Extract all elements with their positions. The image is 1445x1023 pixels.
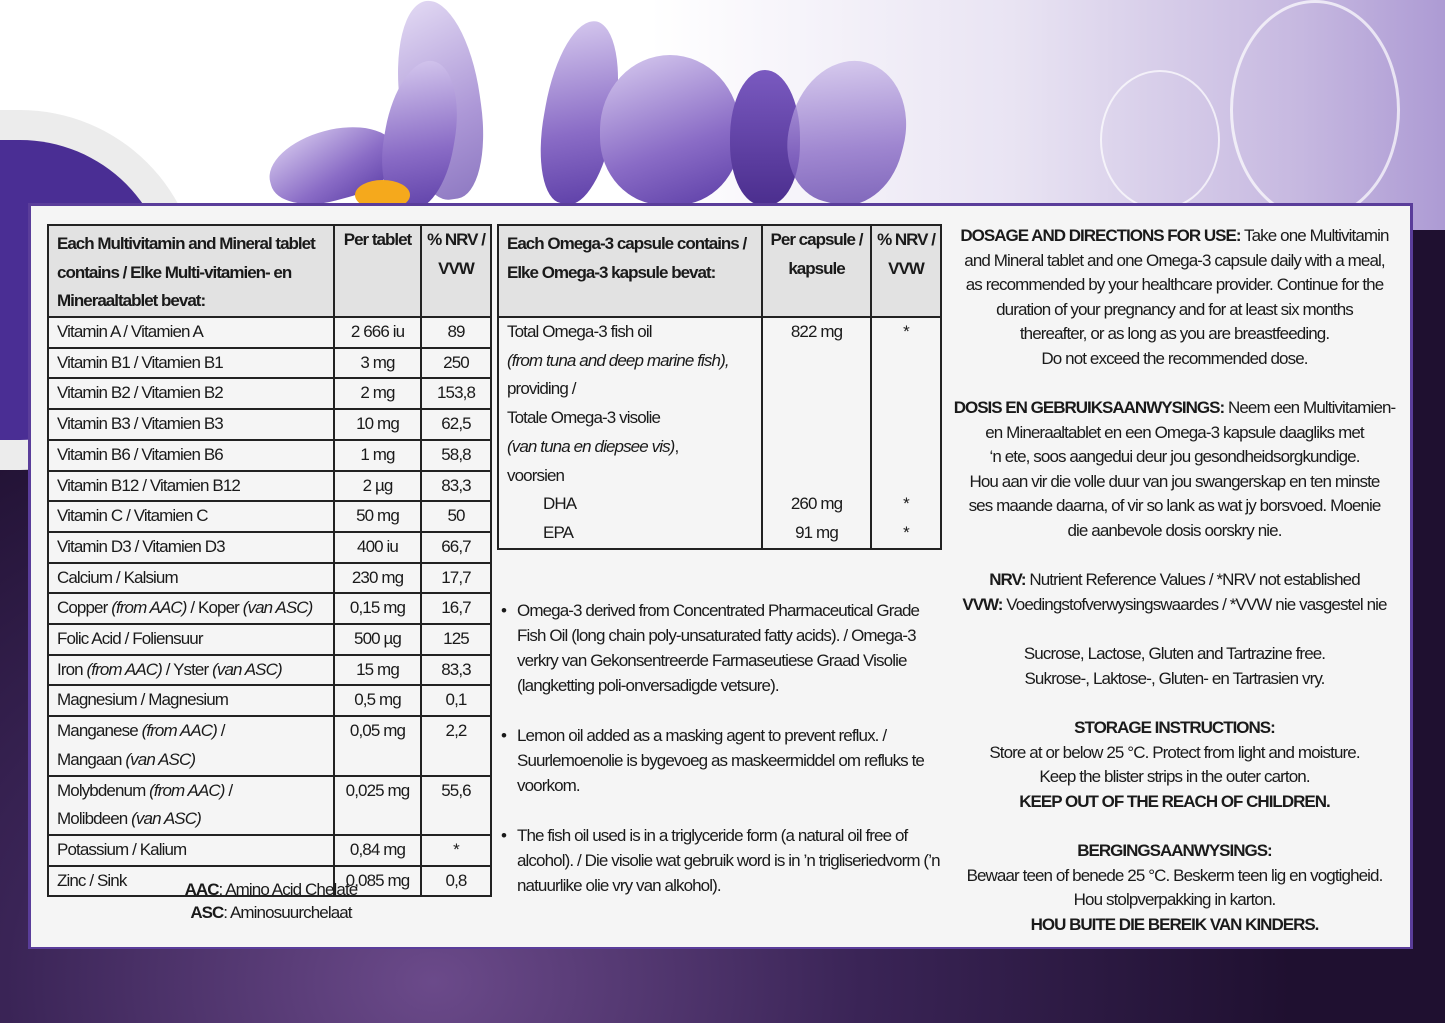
table-row	[48, 378, 491, 409]
nrv-percent: 89	[421, 317, 491, 348]
name-segment: (from AAC)	[141, 721, 217, 741]
name-segment: Vitamin B6 / Vitamien B6	[57, 444, 223, 464]
name-segment: Potassium / Kalium	[57, 839, 187, 859]
nutrient-name	[48, 593, 334, 624]
nrv-percent: 66,7	[421, 532, 491, 563]
storage-warning: KEEP OUT OF THE REACH OF CHILDREN.	[1019, 791, 1330, 811]
name-segment: Calcium / Kalsium	[57, 567, 178, 587]
name-segment: Vitamin B2 / Vitamien B2	[57, 383, 223, 403]
nrv-percent: *	[421, 835, 491, 866]
table-row	[48, 501, 491, 532]
berging-warning: HOU BUITE DIE BEREIK VAN KINDERS.	[1030, 914, 1319, 934]
nrv-text: Nutrient Reference Values / *NRV not established	[1025, 570, 1360, 589]
omega-line	[507, 318, 761, 347]
nutrient-name	[48, 471, 334, 502]
nutrient-name	[48, 685, 334, 716]
table-row	[48, 716, 491, 775]
omega-line	[507, 433, 761, 462]
name-segment: Vitamin A / Vitamien A	[57, 322, 203, 341]
table-header-row	[48, 225, 491, 317]
dosis-heading: DOSIS EN GEBRUIKSAANWYSINGS:	[953, 398, 1225, 417]
amount-per-tablet: 0,84 mg	[334, 835, 421, 866]
name-segment: Magnesium / Magnesium	[57, 690, 229, 710]
nrv-percent: 17,7	[421, 563, 491, 594]
table-row	[48, 440, 491, 471]
name-segment: / Koper	[186, 598, 243, 618]
table-row	[498, 317, 941, 549]
table-row	[48, 563, 491, 594]
dosis-first-line	[947, 396, 1402, 421]
nrv-percent: 16,7	[421, 593, 491, 624]
notes-list	[501, 598, 946, 923]
fatty-acid-name: DHA	[543, 494, 577, 514]
header-per-capsule: Per capsule / kapsule	[762, 225, 871, 317]
nrv-percent: 125	[421, 624, 491, 655]
name-segment: Mangaan	[57, 749, 126, 769]
table-row	[48, 624, 491, 655]
name-segment: /	[216, 721, 225, 741]
bullet-item	[501, 823, 946, 898]
dosage-heading: DOSAGE AND DIRECTIONS FOR USE:	[960, 226, 1241, 245]
nrv-percent: 153,8	[421, 378, 491, 409]
dosis-paragraph	[947, 396, 1402, 543]
line-text: (van tuna en diepsee vis)	[507, 436, 675, 456]
name-segment: Molybdenum	[57, 780, 150, 800]
name-segment: (van ASC)	[212, 659, 282, 679]
amount-per-tablet: 0,085 mg	[334, 866, 421, 897]
nrv-percent: 0,1	[421, 685, 491, 716]
name-segment: Vitamin B3 / Vitamien B3	[57, 414, 223, 434]
directions-column	[947, 224, 1402, 962]
storage-heading: STORAGE INSTRUCTIONS:	[1074, 718, 1275, 737]
nutrient-name	[48, 409, 334, 440]
dosage-line: and Mineral tablet and one Omega-3 capsule daily with a meal,	[964, 250, 1385, 270]
vvw-abbr: VVW:	[962, 594, 1003, 614]
line-suffix: ,	[674, 436, 679, 456]
table-header-row	[498, 225, 941, 317]
table-row	[48, 317, 491, 348]
name-segment: (van ASC)	[131, 809, 201, 829]
omega3-table	[497, 224, 942, 550]
amount-per-tablet: 3 mg	[334, 348, 421, 379]
amount-per-tablet: 500 µg	[334, 624, 421, 655]
nutrient-name	[48, 532, 334, 563]
nrv-percent: 83,3	[421, 655, 491, 686]
amount: 822 mg	[790, 322, 843, 341]
name-segment: (from AAC)	[149, 780, 225, 800]
name-segment: / Yster	[161, 659, 213, 679]
dosis-line: Neem een Multivitamien-	[1224, 398, 1396, 417]
name-segment: (from AAC)	[111, 598, 187, 618]
storage-instructions	[947, 716, 1402, 814]
name-segment: Zinc / Sink	[57, 870, 127, 890]
amount-per-tablet: 0,15 mg	[334, 593, 421, 624]
nrv-percent: 50	[421, 501, 491, 532]
table-row	[48, 593, 491, 624]
dosage-line: duration of your pregnancy and for at least six months	[996, 299, 1353, 319]
omega-main-amount	[762, 317, 871, 549]
abbreviation-footnote	[131, 878, 411, 924]
amount-per-tablet: 1 mg	[334, 440, 421, 471]
bullet-text: Lemon oil added as a masking agent to prevent reflux. / Suurlemoenolie is bygevoeg as maskeermiddel om refluks te voorkom.	[517, 726, 924, 795]
nutrient-name	[48, 835, 334, 866]
name-segment: (van ASC)	[242, 598, 313, 618]
name-segment: Vitamin D3 / Vitamien D3	[57, 536, 225, 556]
berging-heading: BERGINGSAANWYSINGS:	[1077, 841, 1272, 860]
name-segment: Iron	[57, 659, 87, 679]
header-ingredient: Each Omega-3 capsule contains / Elke Omega-3 kapsule bevat:	[498, 225, 762, 317]
name-segment: Vitamin C / Vitamien C	[57, 506, 208, 526]
table-row	[48, 655, 491, 686]
line-text: Totale Omega-3 visolie	[507, 408, 661, 428]
name-segment: Molibdeen	[57, 809, 132, 829]
amount-per-tablet: 10 mg	[334, 409, 421, 440]
bullet-text: The fish oil used is in a triglyceride form (a natural oil free of alcohol). / Die visolie wat gebruik word is in ’n trigliseriedvorm (’n natuurlike olie vry van alkohol).	[517, 826, 940, 895]
aac-abbr: AAC	[184, 880, 219, 899]
amount-per-tablet: 400 iu	[334, 532, 421, 563]
dosage-line: thereafter, or as long as you are breastfeeding.	[1019, 324, 1330, 343]
nutrient-name	[48, 501, 334, 532]
dosis-line: en Mineraaltablet en een Omega-3 kapsule daagliks met	[985, 422, 1364, 442]
nrv-percent: 83,3	[421, 471, 491, 502]
free-af: Sukrose-, Laktose-, Gluten- en Tartrasien vry.	[1024, 668, 1325, 688]
dosis-line: die aanbevole dosis oorskry nie.	[1067, 520, 1282, 540]
nutrient-name	[48, 317, 334, 348]
name-segment: /	[224, 780, 233, 800]
dosis-line: Hou aan vir die volle duur van jou swangerskap en ten minste	[969, 471, 1380, 491]
name-segment: (van ASC)	[125, 749, 196, 769]
table-row	[48, 471, 491, 502]
amount-per-tablet: 15 mg	[334, 655, 421, 686]
table-row	[48, 532, 491, 563]
name-segment: Manganese	[57, 721, 142, 741]
berging-instructions	[947, 839, 1402, 937]
aac-text: : Amino Acid Chelate	[218, 880, 358, 899]
nrv-percent: 0,8	[421, 866, 491, 897]
omega-main-nrv	[871, 317, 941, 549]
asc-abbr: ASC	[190, 903, 224, 922]
bullet-icon: •	[501, 826, 507, 845]
nutrient-name	[48, 655, 334, 686]
amount-per-tablet: 0,025 mg	[334, 776, 421, 835]
berging-line: Bewaar teen of benede 25 °C. Beskerm teen lig en vogtigheid.	[966, 865, 1383, 885]
fatty-acid-nrv: *	[903, 494, 909, 514]
vvw-text: Voedingstofverwysingswaardes / *VVW nie vasgestel nie	[1002, 594, 1387, 614]
nutrient-name	[48, 776, 334, 835]
nrv-legend	[947, 568, 1402, 617]
header-per-tablet: Per tablet	[334, 225, 421, 317]
nrv-percent: 2,2	[421, 716, 491, 775]
nrv: *	[903, 322, 909, 341]
name-segment: Copper	[57, 598, 112, 618]
omega-line	[507, 404, 761, 433]
dosage-line: as recommended by your healthcare provider. Continue for the	[965, 275, 1384, 294]
amount-per-tablet: 0,5 mg	[334, 685, 421, 716]
dosis-line: ses maande daarna, of vir so lank as wat jy borsvoed. Moenie	[968, 496, 1381, 515]
fatty-acid-amount: 91 mg	[795, 522, 838, 542]
amount-per-tablet: 50 mg	[334, 501, 421, 532]
nrv-abbr: NRV:	[989, 570, 1026, 589]
omega-main-name	[498, 317, 762, 549]
dosis-line: ‘n ete, soos aangedui deur jou gesondheidsorgkundige.	[989, 447, 1360, 466]
name-segment: Vitamin B1 / Vitamien B1	[57, 352, 223, 372]
omega-line	[507, 462, 761, 491]
line-text: (from tuna and deep marine fish),	[507, 350, 729, 370]
dosage-line: Take one Multivitamin	[1240, 226, 1389, 245]
header-ingredient: Each Multivitamin and Mineral tablet contains / Elke Multi-vitamien- en Mineraaltablet bevat:	[48, 225, 334, 317]
fatty-acid-amount: 260 mg	[790, 494, 843, 514]
dosage-line: Do not exceed the recommended dose.	[1041, 348, 1308, 368]
table-row	[48, 409, 491, 440]
omega-line	[507, 347, 761, 376]
table-row	[48, 835, 491, 866]
storage-line: Store at or below 25 °C. Protect from light and moisture.	[989, 742, 1360, 762]
storage-line: Keep the blister strips in the outer carton.	[1039, 767, 1310, 786]
dosage-paragraph	[947, 224, 1402, 371]
nutrient-name	[48, 563, 334, 594]
multivitamin-table	[47, 224, 492, 897]
nrv-percent: 58,8	[421, 440, 491, 471]
amount-per-tablet: 230 mg	[334, 563, 421, 594]
name-segment: (from AAC)	[86, 659, 162, 679]
nrv-percent: 55,6	[421, 776, 491, 835]
amount-per-tablet: 2 mg	[334, 378, 421, 409]
nutrient-name	[48, 716, 334, 775]
bullet-text: Omega-3 derived from Concentrated Pharmaceutical Grade Fish Oil (long chain poly-unsaturated fatty acids). / Omega-3 verkry van Gekonsentreerde Farmaseutiese Graad Visolie (langketting poli-onversadigde vetsure).	[517, 601, 920, 695]
table-row	[48, 776, 491, 835]
table-row	[48, 685, 491, 716]
line-text: providing /	[507, 379, 576, 399]
amount-per-tablet: 2 µg	[334, 471, 421, 502]
amount-per-tablet: 2 666 iu	[334, 317, 421, 348]
bullet-icon: •	[501, 601, 507, 620]
amount-per-tablet: 0,05 mg	[334, 716, 421, 775]
nutrient-name	[48, 624, 334, 655]
nutrient-name	[48, 348, 334, 379]
omega-line	[507, 375, 761, 404]
fatty-acid-nrv: *	[903, 522, 909, 542]
nrv-percent: 62,5	[421, 409, 491, 440]
header-nrv: % NRV / VVW	[421, 225, 491, 317]
table-row	[48, 348, 491, 379]
nutrient-name	[48, 378, 334, 409]
nutrient-name	[48, 440, 334, 471]
dosage-first-line	[947, 224, 1402, 249]
bullet-icon: •	[501, 726, 507, 745]
asc-text: : Aminosuurchelaat	[223, 903, 352, 922]
name-segment: Vitamin B12 / Vitamien B12	[57, 475, 240, 495]
bullet-item	[501, 723, 946, 798]
fatty-acid-name: EPA	[543, 522, 574, 542]
nrv-percent: 250	[421, 348, 491, 379]
header-nrv: % NRV / VVW	[871, 225, 941, 317]
free-en: Sucrose, Lactose, Gluten and Tartrazine free.	[1023, 644, 1326, 663]
name-segment: Folic Acid / Foliensuur	[57, 629, 203, 649]
bullet-item	[501, 598, 946, 698]
line-text: Total Omega-3 fish oil	[507, 322, 652, 341]
allergen-free-statement	[947, 642, 1402, 691]
line-text: voorsien	[507, 465, 565, 485]
label-panel	[28, 203, 1413, 949]
berging-line: Hou stolpverpakking in karton.	[1073, 890, 1276, 909]
